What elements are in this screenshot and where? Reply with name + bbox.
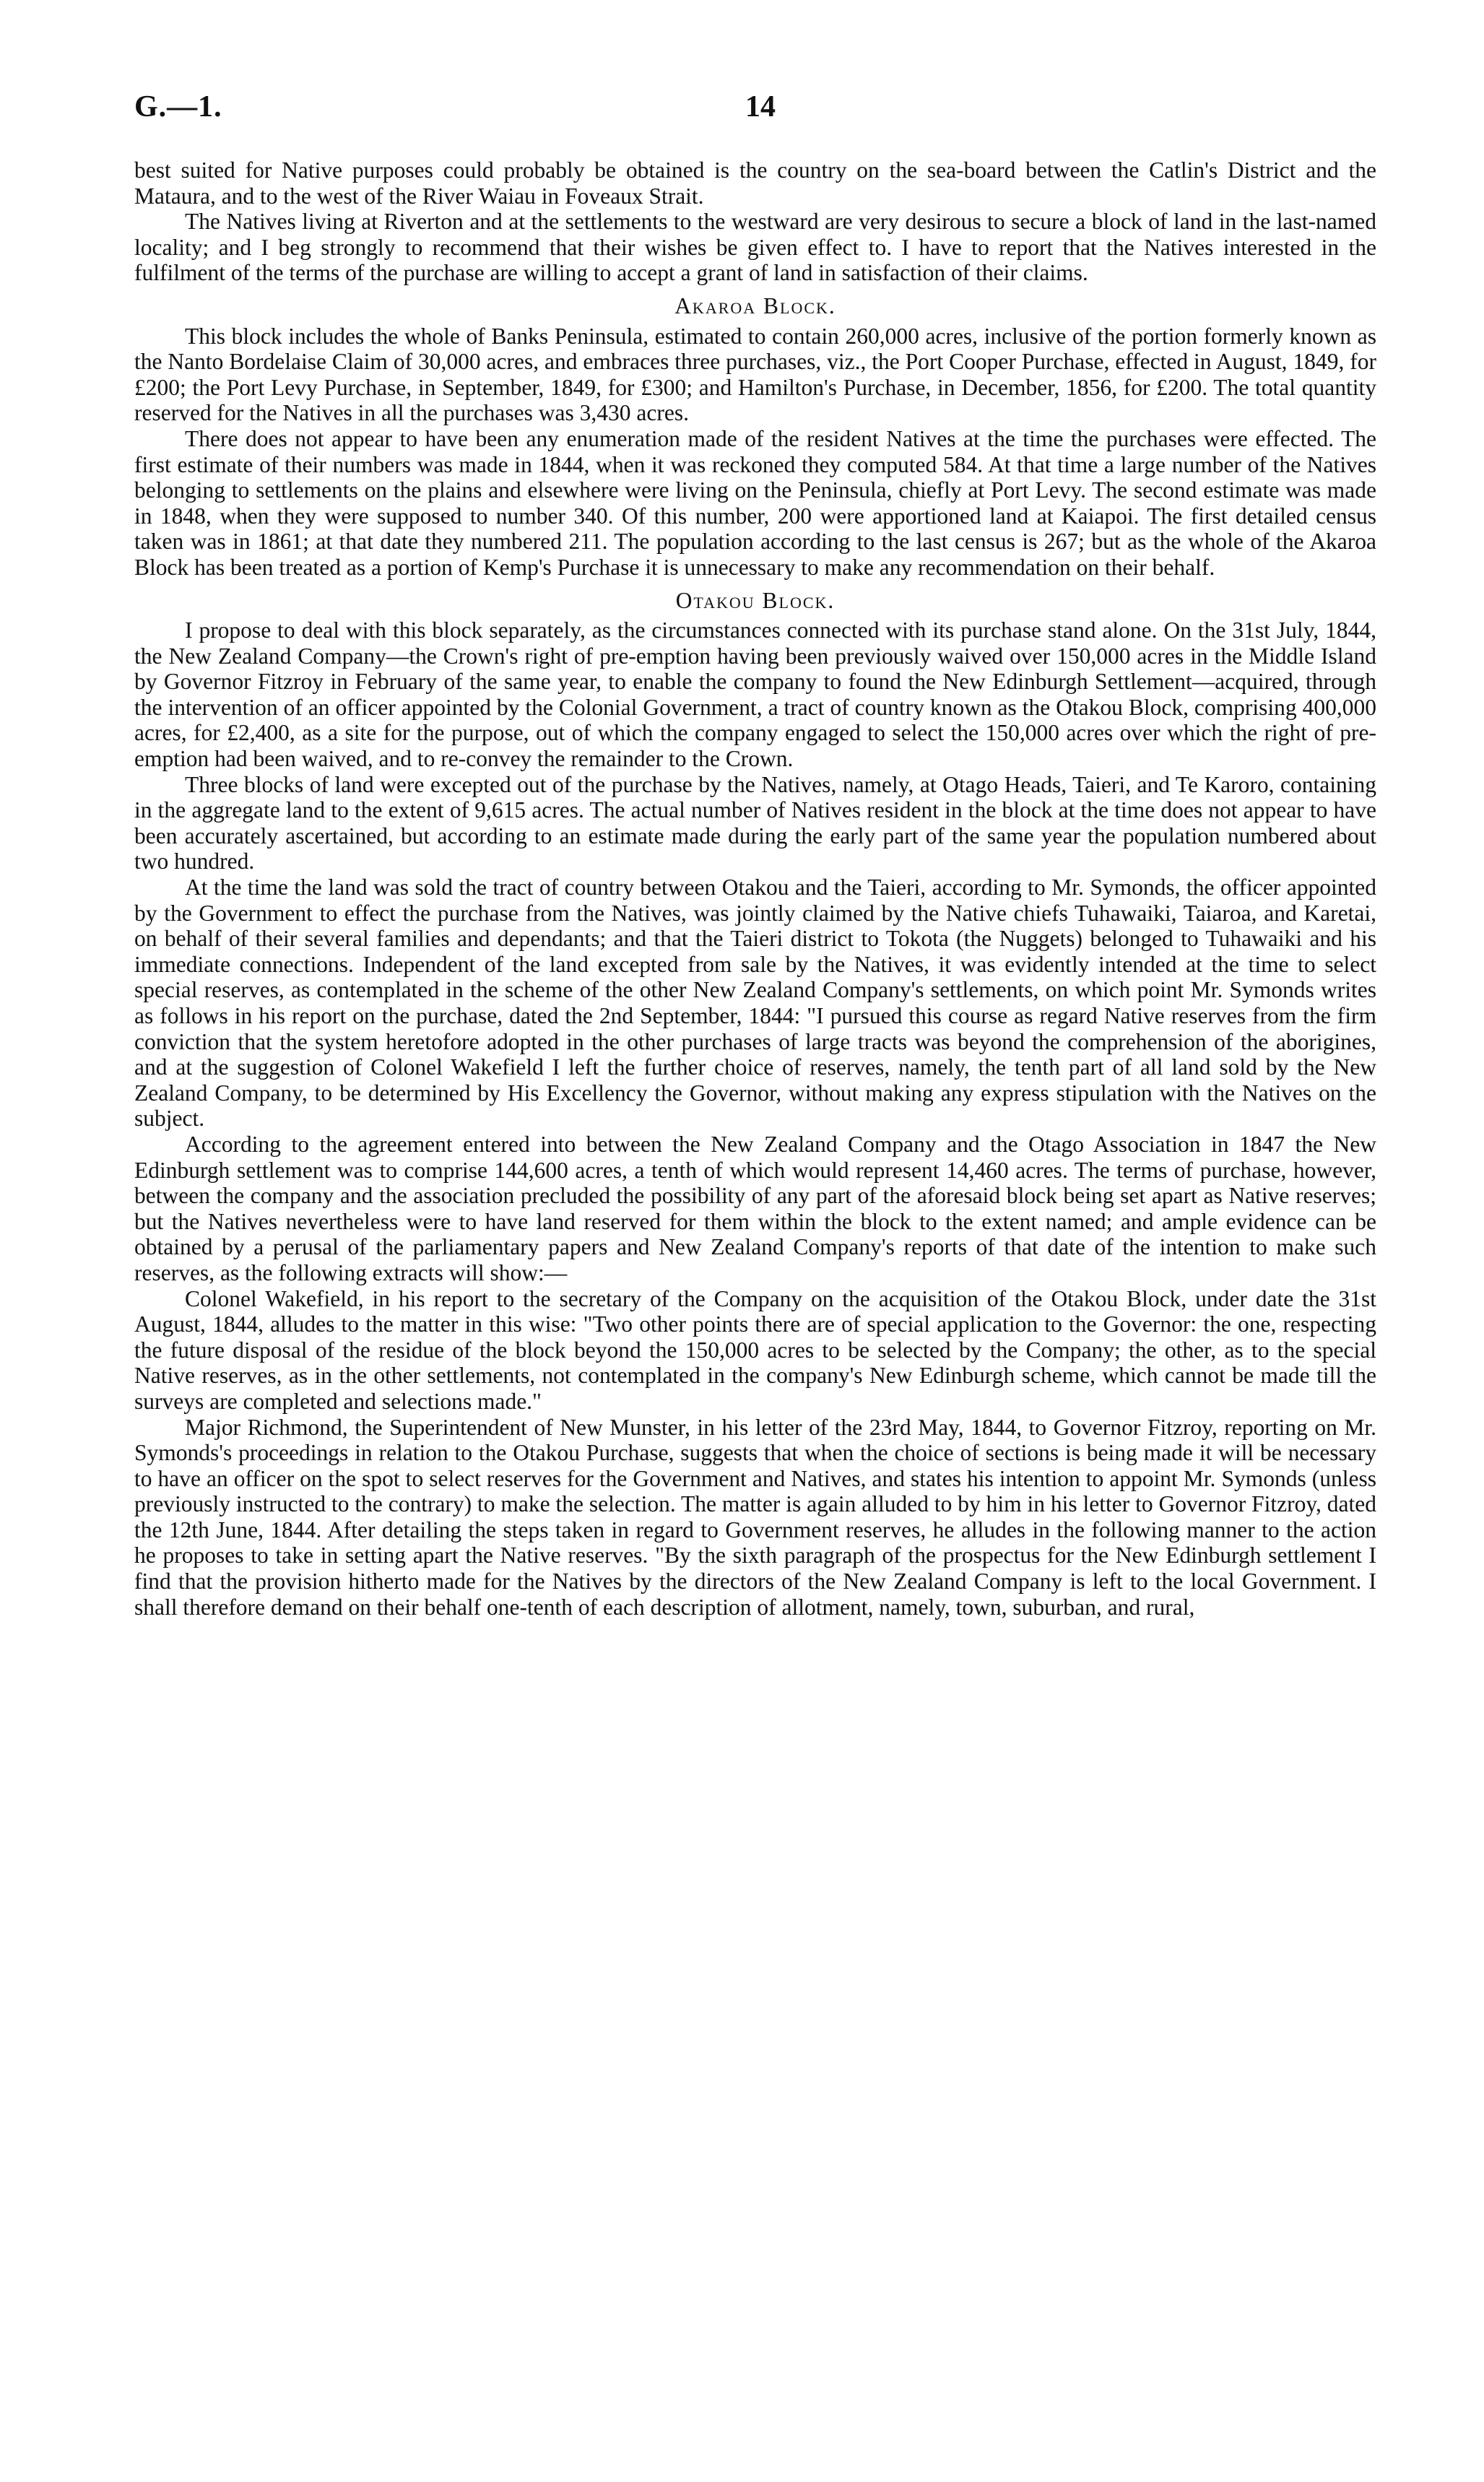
paragraph: This block includes the whole of Banks Peninsula, estimated to contain 260,000 acres, inclusive of the portion formerly known as the Nanto Bordelaise Claim of 30,000 acres, and embraces three purchases, viz., the Port Cooper Purchase, effected in August, 1849, for £200; the Port Levy Purchase, in September, 1849, for £300; and Hamilton's Purchase, in December, 1856, for £200. The total quantity reserved for the Natives in all the purchases was 3,430 acres. [134,323,1376,426]
section-heading-otakou: Otakou Block. [675,587,836,613]
paragraph: Colonel Wakefield, in his report to the secretary of the Company on the acquisition of the Otakou Block, under date the 31st August, 1844, alludes to the matter in this wise: "Two other points there are of special application to the Governor: the one, respecting the future disposal of the residue of the block beyond the 150,000 acres to be selected by the Company; the other, as to the special Native reserves, as in the other settlements, not contemplated in the company's New Edinburgh scheme, which cannot be made till the surveys are completed and selections made." [134,1285,1376,1414]
paragraph: The Natives living at Riverton and at the settlements to the westward are very desirous to secure a block of land in the last-named locality; and I beg strongly to recommend that their wishes be given effect to. I have to report that the Natives interested in the fulfilment of the terms of the purchase are willing to accept a grant of land in satisfaction of their claims. [134,209,1376,286]
paragraph: There does not appear to have been any enumeration made of the resident Natives at the time the purchases were effected. The first estimate of their numbers was made in 1844, when it was reckoned they computed 584. At that time a large number of the Natives belonging to settlements on the plains and elsewhere were living on the Peninsula, chiefly at Port Levy. The second estimate was made in 1848, when they were supposed to number 340. Of this number, 200 were apportioned land at Kaiapoi. The first detailed census taken was in 1861; at that date they numbered 211. The population according to the last census is 267; but as the whole of the Akaroa Block has been treated as a portion of Kemp's Purchase it is unnecessary to make any recommendation on their behalf. [134,425,1376,580]
paragraph: Major Richmond, the Superintendent of New Munster, in his letter of the 23rd May, 1844, to Governor Fitzroy, reporting on Mr. Symonds's proceedings in relation to the Otakou Purchase, suggests that when the choice of sections is being made it will be necessary to have an officer on the spot to select reserves for the Government and Natives, and states his intention to appoint Mr. Symonds (unless previously instructed to the contrary) to make the selection. The matter is again alluded to by him in his letter to Governor Fitzroy, dated the 12th June, 1844. After detailing the steps taken in regard to Government reserves, he alludes in the following manner to the action he proposes to take in setting apart the Native reserves. "By the sixth paragraph of the prospectus for the New Edinburgh settlement I find that the provision hitherto made for the Natives by the directors of the New Zealand Company is left to the local Government. I shall therefore demand on their behalf one-tenth of each description of allotment, namely, town, suburban, and rural, [134,1414,1376,1620]
paragraph: At the time the land was sold the tract of country between Otakou and the Taieri, according to Mr. Symonds, the officer appointed by the Government to effect the purchase from the Natives, was jointly claimed by the Native chiefs Tuhawaiki, Taiaroa, and Karetai, on behalf of their several families and dependants; and that the Taieri district to Tokota (the Nuggets) belonged to Tuhawaiki and his immediate connections. Independent of the land excepted from sale by the Natives, it was evidently intended at the time to select special reserves, as contemplated in the scheme of the other New Zealand Company's settlements, on which point Mr. Symonds writes as follows in his report on the purchase, dated the 2nd September, 1844: "I pursued this course as regard Native reserves from the firm conviction that the system heretofore adopted in the other purchases of large tracts was beyond the comprehension of the aborigines, and at the suggestion of Colonel Wakefield I left the further choice of reserves, namely, the tenth part of all land sold by the New Zealand Company, to be determined by His Excellency the Governor, without making any express stipulation with the Natives on the subject. [134,875,1376,1132]
paragraph-continuation: best suited for Native purposes could probably be obtained is the country on the sea-board between the Catlin's District and the Mataura, and to the west of the River Waiau in Foveaux Strait. [134,157,1376,209]
paragraph: According to the agreement entered into between the New Zealand Company and the Otago Association in 1847 the New Edinburgh settlement was to comprise 144,600 acres, a tenth of which would represent 14,460 acres. The terms of purchase, however, between the company and the association precluded the possibility of any part of the aforesaid block being set apart as Native reserves; but the Natives nevertheless were to have land reserved for them within the block to the extent named; and ample evidence can be obtained by a perusal of the parliamentary papers and New Zealand Company's reports of that date of the intention to make such reserves, as the following extracts will show:— [134,1131,1376,1285]
section-heading-akaroa: Akaroa Block. [674,292,836,318]
paragraph: Three blocks of land were excepted out of the purchase by the Natives, namely, at Otago Heads, Taieri, and Te Karoro, containing in the aggregate land to the extent of 9,615 acres. The actual number of Natives resident in the block at the time does not appear to have been accurately ascertained, but according to an estimate made during the early part of the same year the population numbered about two hundred. [134,771,1376,875]
page-number: 14 [745,90,776,123]
paragraph: I propose to deal with this block separately, as the circumstances connected with its purchase stand alone. On the 31st July, 1844, the New Zealand Company—the Crown's right of pre-emption having been previously waived over 150,000 acres in the Middle Island by Governor Fitzroy in February of the same year, to enable the company to found the New Edinburgh Settlement—acquired, through the intervention of an officer appointed by the Colonial Government, a tract of country known as the Otakou Block, comprising 400,000 acres, for £2,400, as a site for the purpose, out of which the company engaged to select the 150,000 acres over which the right of pre-emption had been waived, and to re-convey the remainder to the Crown. [134,617,1376,772]
page-header [134,90,1376,133]
document-reference: G.—1. [134,90,222,123]
body-text [134,157,1376,1620]
